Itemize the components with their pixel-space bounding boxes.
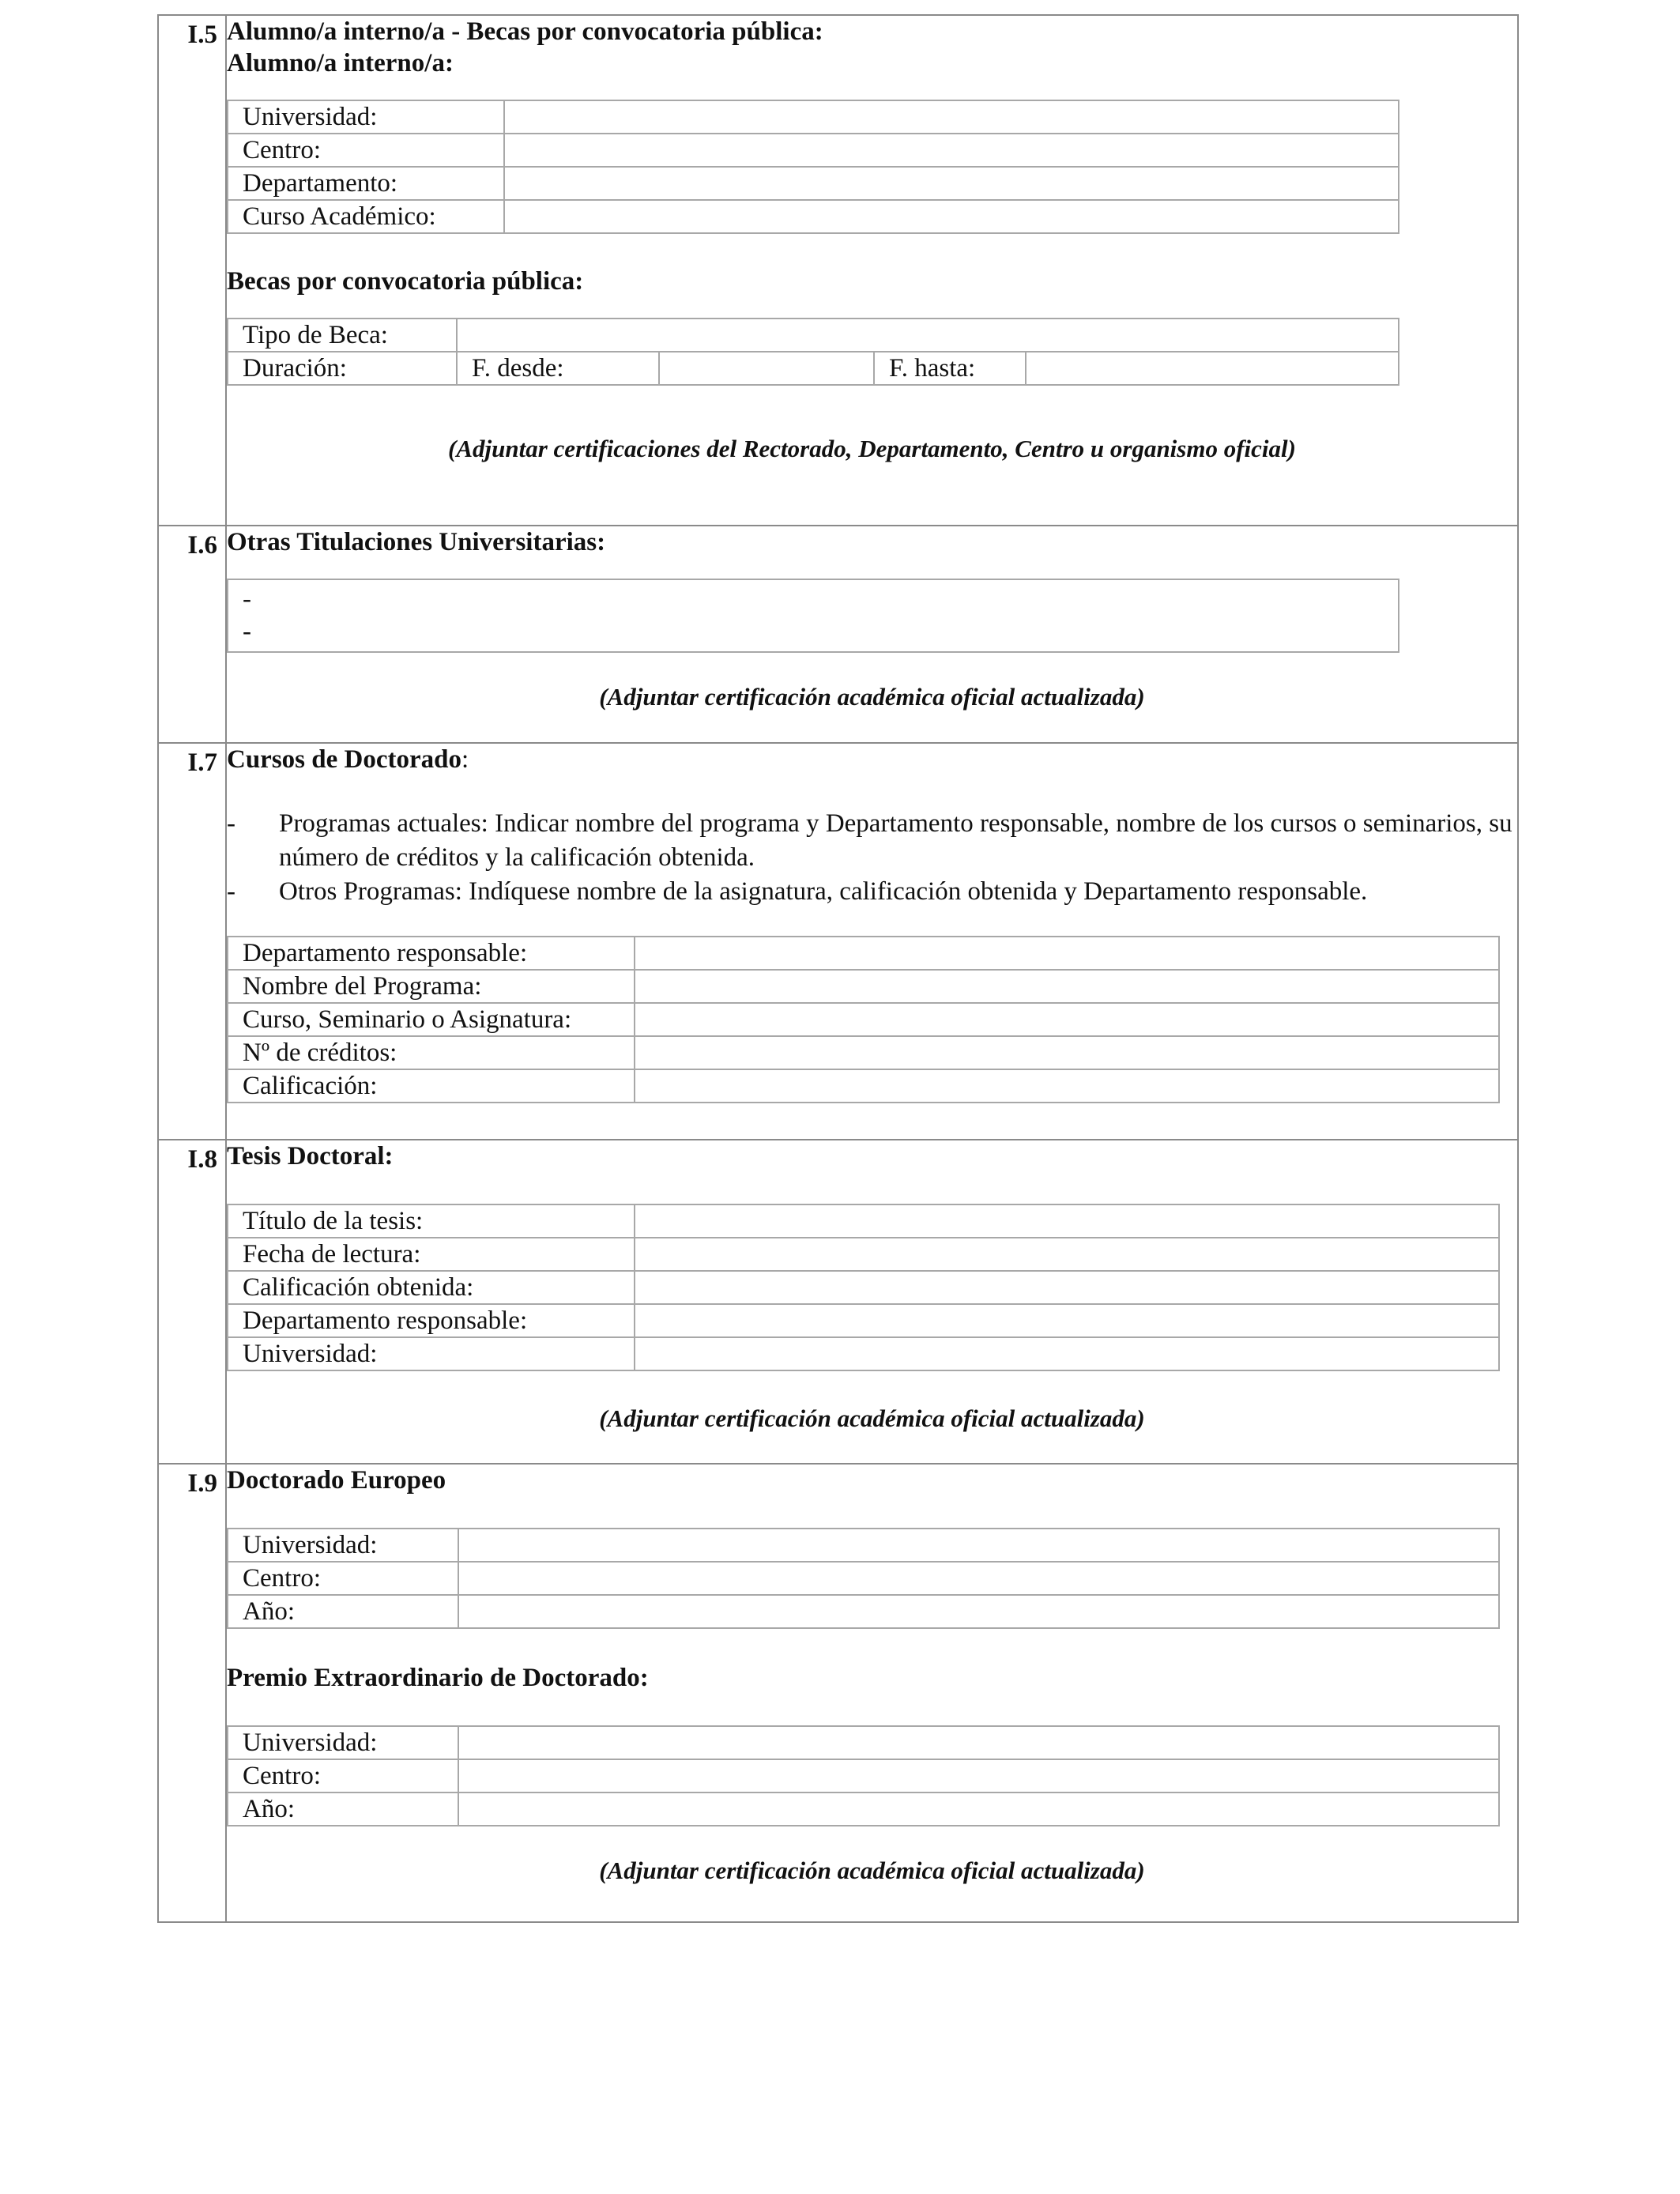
field-label: Duración: — [228, 352, 457, 385]
list-item: - — [243, 617, 251, 646]
centro-field[interactable] — [458, 1562, 1499, 1595]
premio-table — [227, 1725, 1500, 1826]
becas-heading: Becas por convocatoria pública: — [227, 267, 584, 296]
table-row — [228, 1204, 1499, 1238]
nombre-programa-field[interactable] — [635, 970, 1499, 1003]
alumno-interno-heading: Alumno/a interno/a: — [227, 49, 454, 77]
section-i5 — [158, 15, 1518, 526]
table-row — [228, 1304, 1499, 1337]
departamento-responsable-field[interactable] — [635, 937, 1499, 970]
instructions-list — [227, 807, 1517, 909]
table-row — [228, 1562, 1499, 1595]
table-row — [228, 1069, 1499, 1103]
creditos-field[interactable] — [635, 1036, 1499, 1069]
section-i9 — [158, 1464, 1518, 1922]
field-label: Año: — [228, 1595, 458, 1628]
table-row — [228, 1529, 1499, 1562]
calificacion-obtenida-field[interactable] — [635, 1271, 1499, 1304]
table-row — [228, 1271, 1499, 1304]
table-row — [228, 352, 1399, 385]
table-row — [228, 319, 1399, 352]
field-label: Calificación: — [228, 1069, 635, 1103]
table-row — [228, 100, 1399, 134]
cursos-doctorado-table — [227, 936, 1500, 1103]
centro-field[interactable] — [504, 134, 1399, 167]
field-label: Calificación obtenida: — [228, 1271, 635, 1304]
curso-academico-field[interactable] — [504, 200, 1399, 233]
table-row — [228, 167, 1399, 200]
field-label: Universidad: — [228, 1726, 458, 1759]
table-row — [228, 1238, 1499, 1271]
field-label: F. desde: — [457, 352, 659, 385]
section-number-cell — [158, 743, 226, 1140]
section-content — [226, 1140, 1518, 1464]
section-number: I.9 — [187, 1469, 217, 1498]
table-row — [228, 200, 1399, 233]
universidad-field[interactable] — [635, 1337, 1499, 1370]
section-number: I.8 — [187, 1145, 217, 1174]
curso-asignatura-field[interactable] — [635, 1003, 1499, 1036]
premio-heading: Premio Extraordinario de Doctorado: — [227, 1664, 649, 1692]
table-row — [228, 1003, 1499, 1036]
section-number: I.5 — [187, 21, 217, 49]
section-title: Alumno/a interno/a - Becas por convocatoria pública: — [227, 17, 823, 46]
field-label: Departamento responsable: — [228, 1304, 635, 1337]
table-row — [228, 1036, 1499, 1069]
section-number: I.7 — [187, 748, 217, 777]
section-number-cell — [158, 526, 226, 743]
doctorado-europeo-table — [227, 1528, 1500, 1629]
list-item: - — [243, 585, 251, 613]
field-label: Universidad: — [228, 1337, 635, 1370]
field-label: F. hasta: — [874, 352, 1026, 385]
title-colon: : — [461, 745, 469, 774]
attachment-note: (Adjuntar certificación académica oficial actualizada) — [599, 1857, 1145, 1884]
section-i8 — [158, 1140, 1518, 1464]
field-label: Curso Académico: — [228, 200, 504, 233]
field-label: Universidad: — [228, 1529, 458, 1562]
departamento-responsable-field[interactable] — [635, 1304, 1499, 1337]
section-title-line — [227, 744, 1517, 775]
table-row — [228, 1726, 1499, 1759]
section-number-cell — [158, 15, 226, 526]
table-row — [228, 937, 1499, 970]
titulaciones-box[interactable] — [227, 579, 1399, 653]
field-label: Título de la tesis: — [228, 1204, 635, 1238]
section-number-cell — [158, 1140, 226, 1464]
bullet-dash: - — [227, 809, 235, 838]
table-row — [228, 134, 1399, 167]
section-content — [226, 743, 1518, 1140]
field-label: Nombre del Programa: — [228, 970, 635, 1003]
field-label: Fecha de lectura: — [228, 1238, 635, 1271]
section-title: Cursos de Doctorado — [227, 745, 461, 774]
section-title: Tesis Doctoral: — [227, 1142, 394, 1171]
titulo-tesis-field[interactable] — [635, 1204, 1499, 1238]
field-label: Año: — [228, 1793, 458, 1826]
field-label: Nº de créditos: — [228, 1036, 635, 1069]
list-item — [227, 875, 1517, 909]
ano-field[interactable] — [458, 1793, 1499, 1826]
section-i6 — [158, 526, 1518, 743]
instruction-text: Otros Programas: Indíquese nombre de la asignatura, calificación obtenida y Departamento responsable. — [279, 877, 1368, 906]
bullet-dash: - — [227, 877, 235, 906]
ano-field[interactable] — [458, 1595, 1499, 1628]
list-item — [227, 807, 1517, 875]
centro-field[interactable] — [458, 1759, 1499, 1793]
section-content — [226, 15, 1518, 526]
field-label: Tipo de Beca: — [228, 319, 457, 352]
tipo-beca-field[interactable] — [457, 319, 1399, 352]
section-i7 — [158, 743, 1518, 1140]
table-row — [228, 1759, 1499, 1793]
table-row — [228, 1793, 1499, 1826]
field-label: Centro: — [228, 1759, 458, 1793]
tesis-table — [227, 1204, 1500, 1371]
field-label: Departamento responsable: — [228, 937, 635, 970]
field-label: Universidad: — [228, 100, 504, 134]
attachment-note: (Adjuntar certificación académica oficial actualizada) — [599, 1404, 1145, 1432]
table-row — [228, 1337, 1499, 1370]
section-content — [226, 1464, 1518, 1922]
attachment-note: (Adjuntar certificación académica oficial actualizada) — [599, 683, 1145, 711]
field-label: Curso, Seminario o Asignatura: — [228, 1003, 635, 1036]
section-title: Otras Titulaciones Universitarias: — [227, 528, 606, 556]
section-title: Doctorado Europeo — [227, 1466, 446, 1495]
attachment-note: (Adjuntar certificaciones del Rectorado, Departamento, Centro u organismo oficial) — [448, 435, 1296, 462]
instruction-text: Programas actuales: Indicar nombre del programa y Departamento responsable, nombre de los cursos o seminarios, su número de créditos y la calificación obtenida. — [279, 809, 1512, 872]
universidad-field[interactable] — [504, 100, 1399, 134]
table-row — [228, 1595, 1499, 1628]
becas-table — [227, 318, 1399, 386]
fecha-lectura-field[interactable] — [635, 1238, 1499, 1271]
universidad-field[interactable] — [458, 1529, 1499, 1562]
departamento-field[interactable] — [504, 167, 1399, 200]
field-label: Centro: — [228, 1562, 458, 1595]
section-number-cell — [158, 1464, 226, 1922]
form-sections-table — [157, 14, 1519, 1923]
alumno-interno-table — [227, 100, 1399, 234]
fecha-desde-field[interactable] — [659, 352, 874, 385]
section-content — [226, 526, 1518, 743]
section-number: I.6 — [187, 531, 217, 560]
field-label: Centro: — [228, 134, 504, 167]
table-row — [228, 970, 1499, 1003]
field-label: Departamento: — [228, 167, 504, 200]
calificacion-field[interactable] — [635, 1069, 1499, 1103]
universidad-field[interactable] — [458, 1726, 1499, 1759]
fecha-hasta-field[interactable] — [1026, 352, 1399, 385]
